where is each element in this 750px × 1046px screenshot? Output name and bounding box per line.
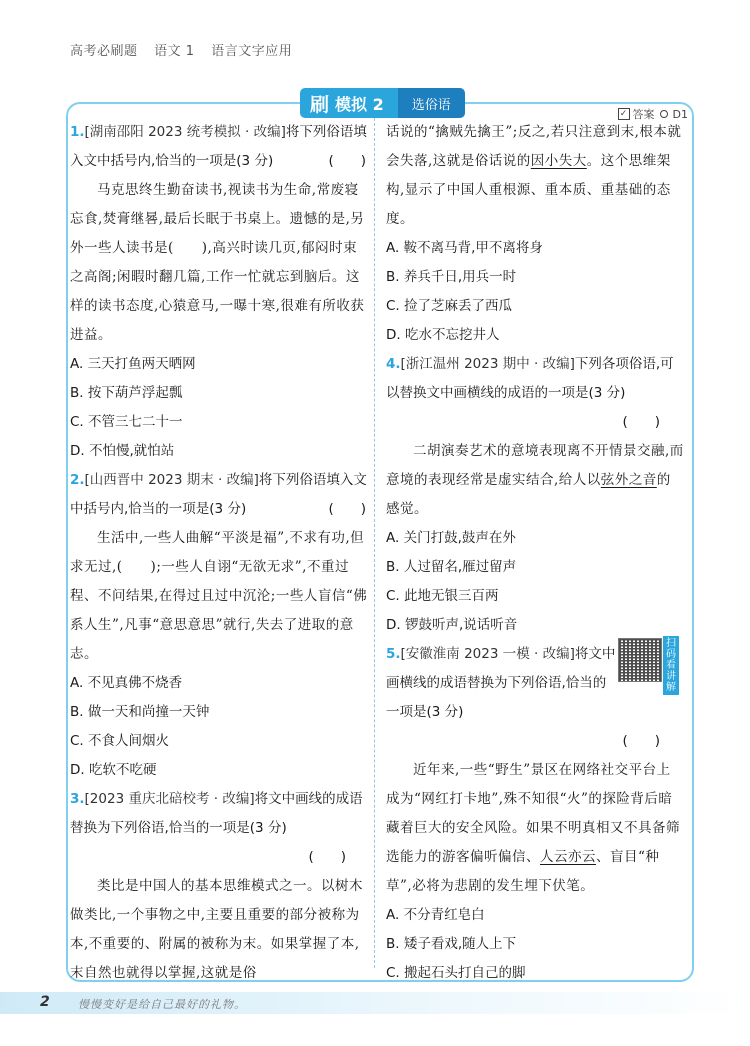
question-source: [安徽淮南 2023 一模 · 改编]: [400, 646, 575, 662]
section-subtitle: 选俗语: [398, 88, 465, 118]
question-passage: 生活中,一些人曲解“平淡是福”,不求有功,但求无过,( );一些人自诩“无欲无求”,不重过程、不问结果,在得过且过中沉沦;一些人盲信“佛系人生”,凡事“意思意思”就行,失去了进取的意志。: [70, 530, 368, 662]
question-5: [386, 640, 684, 1017]
right-column: [386, 118, 684, 1017]
option-b[interactable]: B. 养兵千日,用兵一时: [386, 269, 517, 285]
answer-bracket: ( ): [308, 849, 346, 865]
option-c[interactable]: C. 搬起石头打自己的脚: [386, 965, 526, 981]
option-a[interactable]: A. 不见真佛不烧香: [70, 675, 183, 691]
page-number: 2: [40, 994, 50, 1010]
answer-bracket: ( ): [622, 414, 660, 430]
left-column: [70, 118, 370, 988]
option-c[interactable]: C. 不食人间烟火: [70, 733, 170, 749]
question-number: 4.: [386, 356, 401, 372]
column-divider: [374, 118, 375, 968]
option-a[interactable]: A. 鞍不离马背,甲不离将身: [386, 240, 543, 256]
question-source: [浙江温州 2023 期中 · 改编]: [400, 356, 575, 372]
question-passage: 马克思终生勤奋读书,视读书为生命,常废寝忘食,焚膏继晷,最后长眠于书桌上。遗憾的是,另外一些人读书是( ),高兴时读几页,郁闷时束之高阁;闲暇时翻几篇,工作一忙就忘到脑后。这样的读书态度,心猿意马,一曝十寒,很难有所收获进益。: [70, 182, 365, 343]
question-stem: 将下列俗语填入文中括号内,恰当的一项是(3 分): [70, 472, 367, 517]
option-a[interactable]: A. 关门打鼓,鼓声在外: [386, 530, 516, 546]
section-title-text: 模拟 2: [335, 94, 384, 114]
option-b[interactable]: B. 矮子看戏,随人上下: [386, 936, 517, 952]
option-d[interactable]: D. 不怕慢,就怕站: [70, 443, 175, 459]
underlined-phrase: 因小失大: [530, 153, 587, 169]
option-d[interactable]: D. 吃软不吃硬: [70, 762, 157, 778]
checkbox-icon: ✓: [618, 108, 630, 120]
option-c[interactable]: C. 此地无银三百两: [386, 588, 499, 604]
option-d[interactable]: D. 吃水不忘挖井人: [386, 327, 500, 343]
option-a[interactable]: A. 不分青红皂白: [386, 907, 485, 923]
option-b[interactable]: B. 做一天和尚撞一天钟: [70, 704, 210, 720]
question-passage-part2: 话说的“擒贼先擒王”;反之,若只注意到末,根本就会失落,这就是俗话说的: [386, 124, 682, 169]
answer-bracket: ( ): [328, 501, 366, 517]
option-c[interactable]: C. 不管三七二十一: [70, 414, 183, 430]
question-passage-part2: 、盲目“种草”,必将为悲剧的发生埋下伏笔。: [386, 849, 660, 894]
question-4: [386, 350, 684, 640]
answer-bracket: ( ): [622, 733, 660, 749]
question-1: [70, 118, 370, 466]
question-3-continued: [386, 118, 684, 350]
qr-label: 扫码看讲解: [663, 636, 679, 695]
underlined-phrase: 人云亦云: [540, 849, 596, 865]
question-stem: 下列各项俗语,可以替换文中画横线的成语的一项是(3 分): [386, 356, 674, 401]
question-number: 1.: [70, 124, 85, 140]
question-passage-part1: 近年来,一些“野生”景区在网络社交平台上成为“网红打卡地”,殊不知很“火”的探险背后暗藏着巨大的安全风险。如果不明真相又不具备筛选能力的游客偏听偏信、: [386, 762, 680, 865]
question-passage-part2: 的感觉。: [386, 472, 671, 517]
question-source: [湖南邵阳 2023 统考模拟 · 改编]: [84, 124, 286, 140]
answer-label: 答案: [632, 108, 655, 121]
option-c[interactable]: C. 捡了芝麻丢了西瓜: [386, 298, 513, 314]
question-number: 3.: [70, 791, 85, 807]
qr-code-icon[interactable]: [618, 638, 662, 682]
answer-bracket: ( ): [328, 153, 366, 169]
option-b[interactable]: B. 按下葫芦浮起瓢: [70, 385, 183, 401]
question-source: [2023 重庆北碚校考 · 改编]: [84, 791, 255, 807]
answer-code: D1: [672, 107, 688, 121]
question-2: [70, 466, 370, 785]
question-passage-part1: 类比是中国人的基本思维模式之一。以树木做类比,一个事物之中,主要且重要的部分被称为本,不重要的、附属的被称为末。如果掌握了本,末自然也就得以掌握,这就是俗: [70, 878, 363, 981]
question-number: 5.: [386, 646, 401, 662]
question-3: [70, 785, 370, 988]
footer-motto: 慢慢变好是给自己最好的礼物。: [78, 998, 246, 1011]
book-name: 高考必刷题: [70, 44, 138, 59]
option-d[interactable]: D. 锣鼓听声,说话听音: [386, 617, 518, 633]
option-a[interactable]: A. 三天打鱼两天晒网: [70, 356, 196, 372]
shua-icon: 刷: [310, 93, 330, 116]
section-title-main: [300, 88, 398, 118]
question-stem: 将文中画线的成语替换为下列俗语,恰当的一项是(3 分): [70, 791, 363, 836]
dot-icon: [660, 110, 668, 118]
question-stem: 将下列俗语填入文中括号内,恰当的一项是(3 分): [70, 124, 367, 169]
question-source: [山西晋中 2023 期末 · 改编]: [84, 472, 259, 488]
question-passage-part3: 。这个思维架构,显示了中国人重根源、重本质、重基础的态度。: [386, 153, 671, 227]
underlined-phrase: 弦外之音: [600, 472, 657, 488]
section-title-tab: [300, 88, 465, 118]
question-passage-part1: 二胡演奏艺术的意境表现离不开情景交融,而意境的表现经常是虚实结合,给人以: [386, 443, 684, 488]
subject-name: 语文 1: [154, 44, 195, 59]
question-number: 2.: [70, 472, 85, 488]
question-stem: 将文中画横线的成语替换为下列俗语,恰当的一项是(3 分): [386, 646, 616, 720]
running-header: [70, 40, 304, 59]
topic-name: 语言文字应用: [211, 44, 293, 59]
option-b[interactable]: B. 人过留名,雁过留声: [386, 559, 517, 575]
